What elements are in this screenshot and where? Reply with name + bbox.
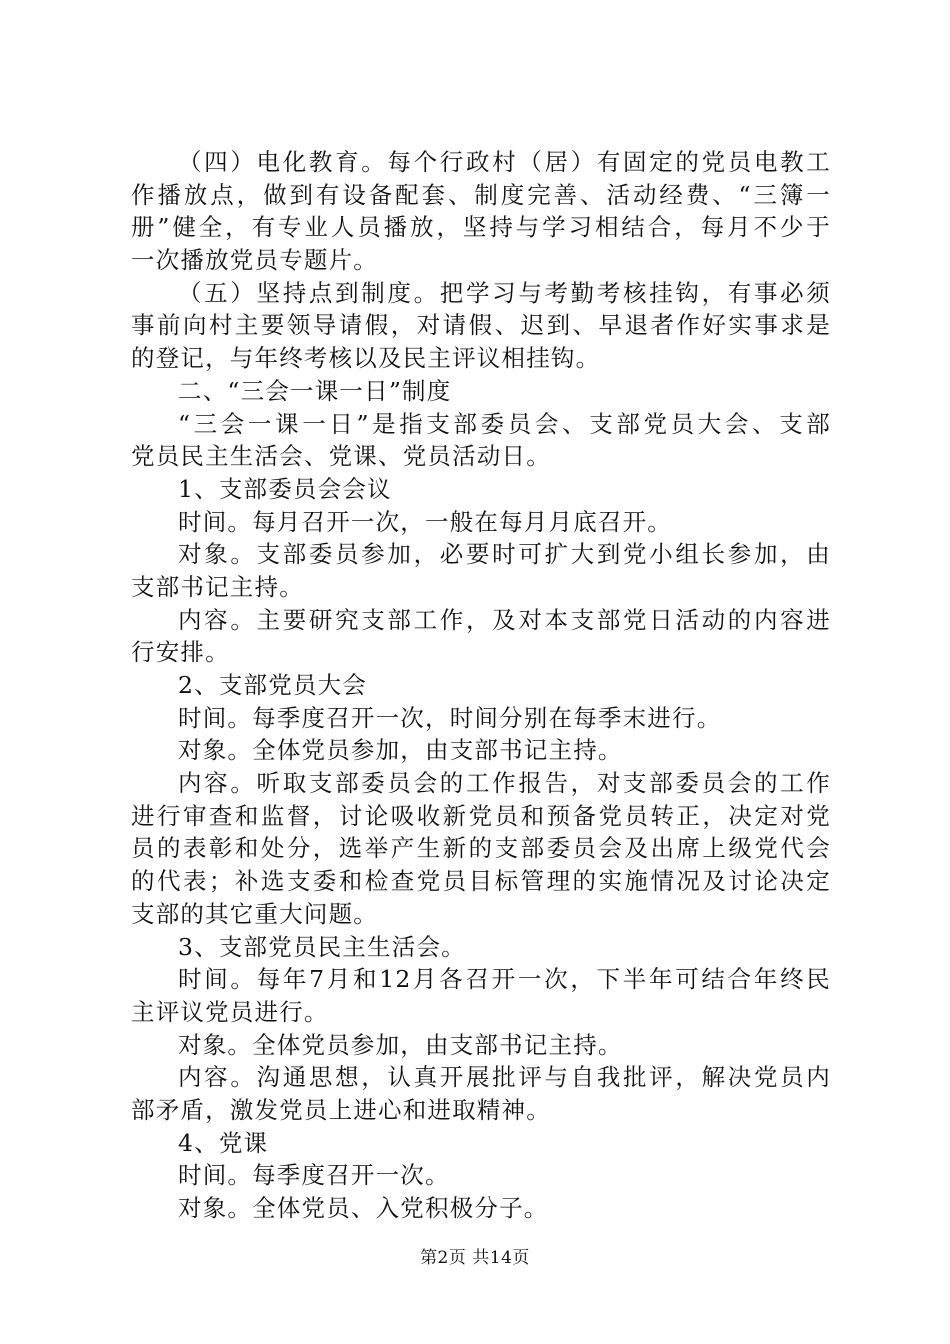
paragraph-line: 的登记，与年终考核以及民主评议相挂钩。 [131,344,601,373]
subsection-heading: 4、党课 [178,1128,269,1157]
paragraph-line: 党员民主生活会、党课、党员活动日。 [131,442,551,471]
paragraph-line: 员的表彰和处分，选举产生新的支部委员会及出席上级党代会 [131,834,831,863]
paragraph-line: 事前向村主要领导请假，对请假、迟到、早退者作好实事求是 [131,311,831,340]
paragraph-line: 内容。听取支部委员会的工作报告，对支部委员会的工作 [178,769,831,798]
paragraph-line: 对象。全体党员参加，由支部书记主持。 [178,1030,623,1059]
paragraph-line: （五）坚持点到制度。把学习与考勤考核挂钩，有事必须 [178,278,831,307]
paragraph-line: 内容。主要研究支部工作，及对本支部党日活动的内容进 [178,605,831,634]
paragraph-line: 对象。全体党员参加，由支部书记主持。 [178,736,623,765]
section-heading: 二、“三会一课一日”制度 [178,376,452,405]
page-number-footer: 第2页 共14页 [420,1248,530,1268]
paragraph-line: 支部书记主持。 [131,572,304,601]
paragraph-line: 进行审查和监督，讨论吸收新党员和预备党员转正，决定对党 [131,801,831,830]
paragraph-line: 时间。每月召开一次，一般在每月月底召开。 [178,507,672,536]
paragraph-line: 作播放点，做到有设备配套、制度完善、活动经费、“三簿一 [131,180,831,209]
paragraph-line: 支部的其它重大问题。 [131,899,378,928]
paragraph-line: 行安排。 [131,638,230,667]
paragraph-line: “三会一课一日”是指支部委员会、支部党员大会、支部 [178,409,831,438]
subsection-heading: 3、支部党员民主生活会。 [178,932,466,961]
paragraph-line: 部矛盾，激发党员上进心和进取精神。 [131,1095,551,1124]
paragraph-line: （四）电化教育。每个行政村（居）有固定的党员电教工 [178,148,831,176]
paragraph-line: 时间。每年7月和12月各召开一次，下半年可结合年终民 [178,965,831,994]
paragraph-line: 册”健全，有专业人员播放，坚持与学习相结合，每月不少于 [131,213,831,242]
paragraph-line: 时间。每季度召开一次。 [178,1161,450,1190]
paragraph-line: 的代表；补选支委和检查党员目标管理的实施情况及讨论决定 [131,867,831,896]
paragraph-line: 主评议党员进行。 [131,997,329,1026]
paragraph-line: 时间。每季度召开一次，时间分别在每季末进行。 [178,703,722,732]
subsection-heading: 1、支部委员会会议 [178,474,392,503]
paragraph-line: 对象。支部委员参加，必要时可扩大到党小组长参加，由 [178,540,831,569]
paragraph-line: 对象。全体党员、入党积极分子。 [178,1194,549,1222]
paragraph-line: 内容。沟通思想，认真开展批评与自我批评，解决党员内 [178,1063,831,1092]
paragraph-line: 一次播放党员专题片。 [131,246,378,275]
subsection-heading: 2、支部党员大会 [178,671,368,699]
document-body [131,146,831,1225]
